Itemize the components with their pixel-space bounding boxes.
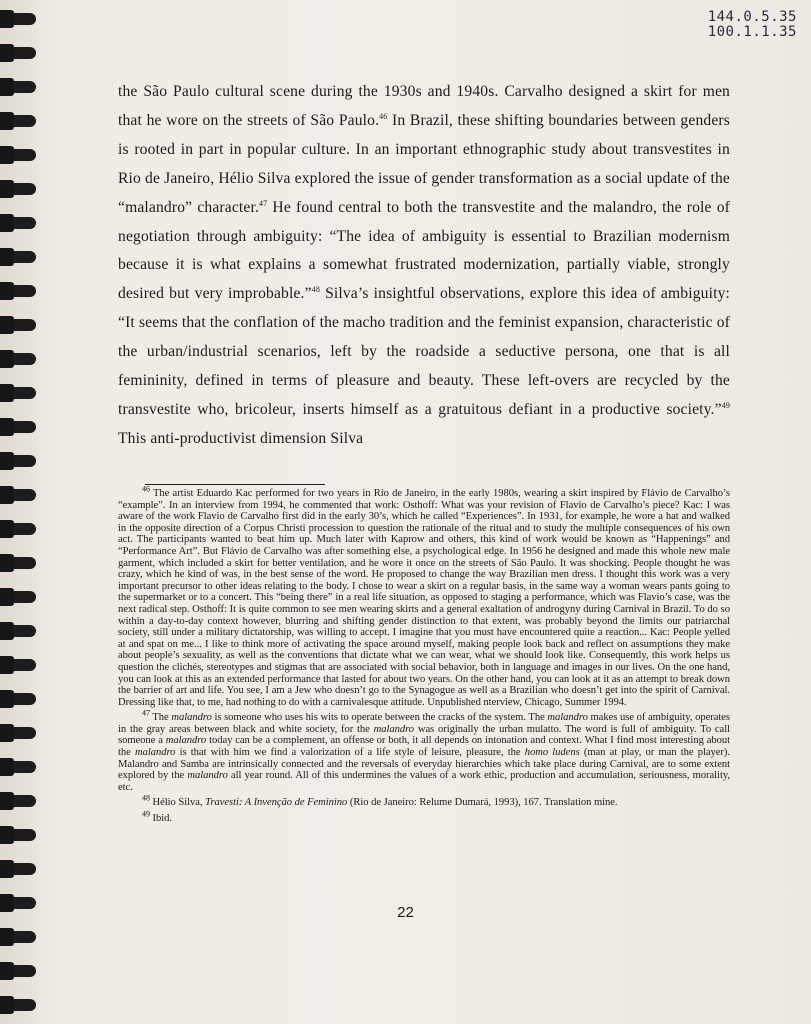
binding-coil — [0, 8, 38, 30]
footnote-marker: 49 — [721, 400, 730, 410]
binding-coil — [0, 620, 38, 642]
binding-coil — [0, 484, 38, 506]
binding-coil — [0, 144, 38, 166]
archive-ref-line: 144.0.5.35 — [707, 9, 797, 25]
footnote-text: was originally the urban mulatto. The word is full of ambiguity. To call someone a — [118, 723, 730, 747]
footnote — [118, 708, 731, 793]
footnote-italic: homo ludens — [524, 747, 580, 759]
footnote-text: Hélio Silva, — [152, 797, 206, 809]
binding-coil — [0, 518, 38, 540]
binding-coil — [0, 42, 38, 64]
binding-coil — [0, 654, 38, 676]
binding-coil — [0, 314, 38, 336]
binding-coil — [0, 824, 38, 846]
binding-coil — [0, 586, 38, 608]
footnote-italic: Travesti: A Invenção de Feminino — [205, 797, 348, 809]
footnote-text: today can be a complement, an offense or both, it all depends on intonation and context. What I find most interesting about the — [118, 735, 730, 759]
binding-coil — [0, 76, 38, 98]
footnote-number: 49 — [142, 809, 150, 819]
binding-coil — [0, 552, 38, 574]
body-segment: This anti-productivist dimension Silva — [118, 429, 364, 447]
footnote-number: 47 — [142, 708, 150, 718]
footnote — [118, 484, 730, 708]
footnote-text: makes use of ambiguity, operates in the gray areas between black and white society, for the — [118, 712, 730, 735]
binding-coil — [0, 110, 38, 132]
body-segment: Silva’s insightful observations, explore this idea of ambiguity: “It seems that the conflation of the macho tradition and the feminist expansion, characteristic of the urban/industrial scenarios, left by the roadside a seductive persona, one that is all femininity, defined in terms of pleasure and beauty. These left-overs are recycled by the transvestite who, bricoleur, inserts himself as a gratuitous defiant in a productive society.” — [118, 285, 731, 418]
footnote-number: 48 — [142, 793, 150, 803]
binding-coil — [0, 858, 38, 880]
footnote-marker: 47 — [259, 198, 268, 208]
binding-coil — [0, 994, 38, 1016]
footnote-text: is that with him we find a valorization of a life style of leisure, pleasure, the — [175, 747, 525, 759]
binding-coil — [0, 790, 38, 812]
binding-coil — [0, 416, 38, 438]
footnote-text: (Rio de Janeiro: Relume Dumará, 1993), 167. Translation mine. — [347, 797, 618, 809]
footnote-marker: 46 — [379, 111, 388, 121]
footnote-number: 46 — [142, 484, 150, 494]
footnote-italic: malandro — [165, 735, 207, 747]
binding-coil — [0, 382, 38, 404]
footnote-marker: 48 — [311, 285, 320, 295]
archive-reference — [687, 10, 797, 40]
footnote-rule — [145, 484, 325, 485]
footnote-text: is someone who uses his wits to operate between the cracks of the system. The — [211, 712, 548, 724]
footnote-text: The artist Eduardo Kac performed for two years in Rio de Janeiro, in the early 1980s, wearing a skirt inspired by Flávio de Carvalho’s “example”. In an interview from 1994, he commented that work: Osthoff: What was your revision of Flavio de Carvalho’s piece? Kac: I was aware of the work Flavio de Carvalho first did in the early 30’s, which he called “Experiences”. In 1931, for example, he wore a hat and walked in the opposite direction of a Corpus Christi procession to question the rationale of the ritual and to study the multiple consequences of his own act. The participants wanted to beat him up. Much later with Kaprow and others, this kind of work would be known as “Happenings” and “Performance Art”. But Flávio de Carvalho was after something else, a psychological edge. In 1956 he designed and made this whole new male garment, which included a skirt for better ventilation, and he wore it once on the streets of São Paulo. It was shocking. People thought he was crazy, which he kind of was, in the best sense of the word. He proposed to change the way Brazilian men dress. I thought this work was a very important precursor to other ideas relating to the body. I chose to wear a skirt on a regular basis, in the same way a woman wears pants going to the supermarket or to a concert. This “being there” in a real life situation, as opposed to staging a performance, which was Flavio’s case, was the next radical step. Osthoff: It is quite common to see men wearing skirts and a general exaltation of androgyny during Carnival in Brazil. To do so within a day-to-day context however, blurring and shifting gender distinction to that extent, was probably beyond the limits our patriarchal society, still under a military dictatorship, was willing to accept. I imagine that you must have encountered quite a reaction... Kac: People yelled at and spat on me... I like to think more of activating the space around myself, making people look back and reflect on assumptions they make about people’s sexuality, as well as the conventions that dictate what we can wear, what we should look like. Consequently, this work helps us question the clichés, stereotypes and stigmas that are associated with social behavior, both in language and images in our lives. On the one hand, you can look at this as an extended performance that lasted for about two years. On the other hand, you can look at it as an attempt to break down the barrier of art and life. You see, I am a Jew who doesn’t go to the Synagogue as well as a Brazilian who doesn’t get into the spirit of Carnival. Dressing like that, to me, had nothing to do with a carnivalesque attitude. Unpublished nterview, Chicago, Summer 1994. — [118, 488, 730, 708]
binding-coil — [0, 688, 38, 710]
body-text — [118, 78, 730, 454]
footnote-italic: malandro — [171, 712, 212, 724]
footnote-text: (man at play, or man the player). Malandro and Samba are intrinsically connected and the reversals of everyday hierarchies which take place during Carnival, are to some extent explored by the — [118, 747, 730, 782]
footnote-text: The — [152, 712, 172, 724]
binding-coil — [0, 246, 38, 268]
footnote-italic: malandro — [547, 712, 588, 724]
binding-coil — [0, 348, 38, 370]
binding-coil — [0, 212, 38, 234]
footnote-italic: malandro — [373, 723, 415, 735]
binding-coil — [0, 960, 38, 982]
binding-coil — [0, 280, 38, 302]
binding-coil — [0, 722, 38, 744]
spiral-binding — [0, 0, 44, 1024]
footnotes — [118, 484, 731, 828]
body-segment: In Brazil, these shifting boundaries between genders is rooted in part in popular culture. In an important ethnographic study about transvestites in Rio de Janeiro, Hélio Silva explored the issue of gender transformation as a social update of the “malandro” character. — [118, 111, 730, 216]
footnote-italic: malandro — [135, 747, 176, 759]
body-paragraph — [118, 78, 730, 454]
footnote — [118, 793, 730, 809]
body-segment: the São Paulo cultural scene during the 1930s and 1940s. Carvalho designed a skirt for — [118, 83, 703, 100]
binding-coil — [0, 178, 38, 200]
binding-coil — [0, 926, 38, 948]
footnote-text: all year round. All of this undermines the values of a work ethic, production and accumulation, seriousness, morality, etc. — [118, 770, 731, 793]
page-number: 22 — [397, 904, 414, 921]
binding-coil — [0, 756, 38, 778]
archive-ref-line: 100.1.1.35 — [707, 24, 797, 40]
body-segment: He found central to both the transvestite and the malandro, the role of negotiation through ambiguity: “The idea of ambiguity is essential to Brazilian modernism because it is what explains a somewhat frustrated modernization, partially viable, strongly desired but very improbable.” — [118, 198, 730, 303]
body-segment: men that he wore on the streets of São Paulo. — [118, 83, 730, 129]
footnote-italic: malandro — [187, 770, 228, 782]
footnote — [118, 809, 730, 825]
footnote-text: Ibid. — [152, 813, 172, 825]
binding-coil — [0, 450, 38, 472]
